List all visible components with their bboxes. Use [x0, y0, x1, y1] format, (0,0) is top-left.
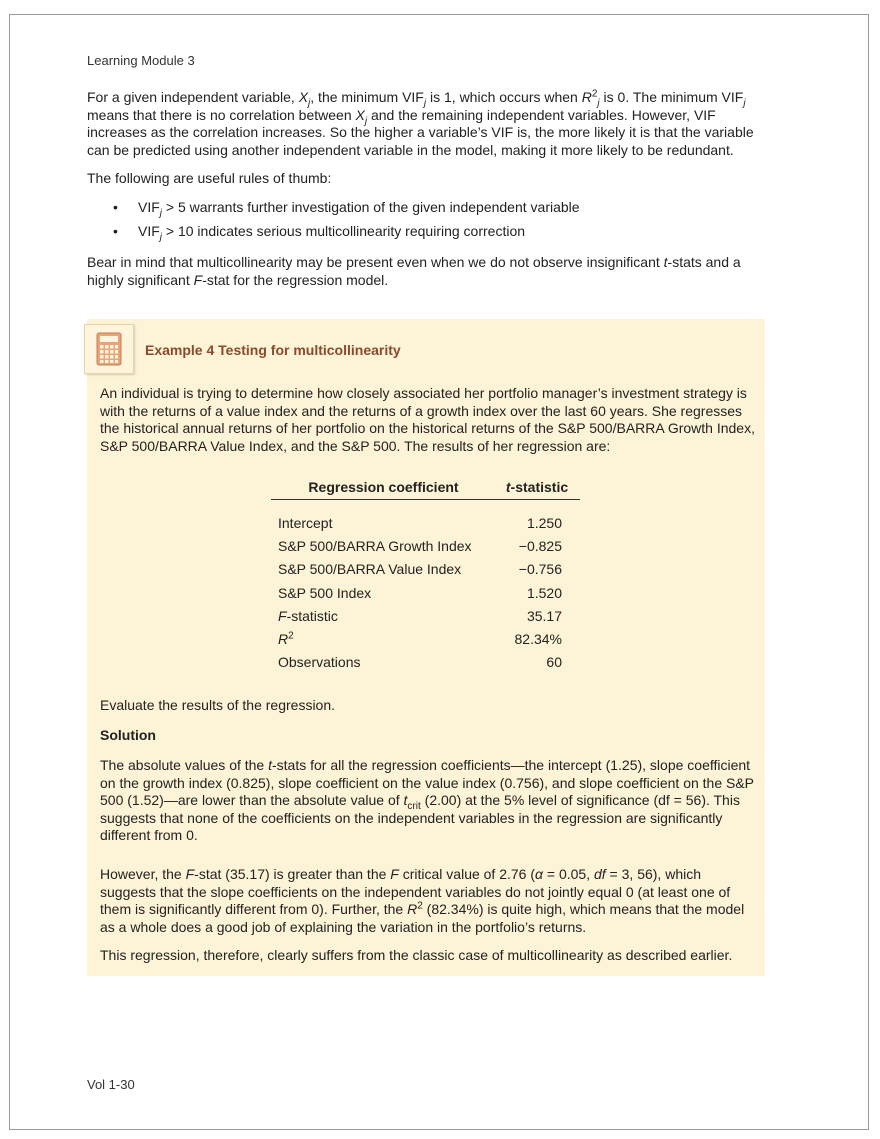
running-header: Learning Module 3	[87, 53, 195, 68]
paragraph-rules-intro: The following are useful rules of thumb:	[87, 170, 332, 186]
solution-paragraph-2: However, the F-stat (35.17) is greater than the F critical value of 2.76 (α = 0.05, df = 3, 56), which suggests that the slope coefficients on the independent variables do not jointly equal 0 (at least one of them is significantly different from 0). Further, the $R^2$ (82.34%) is quite high, which means that the model as a whole does a good job of explaining the variation in the portfolio’s returns.	[100, 866, 745, 935]
table-row: S&P 500/BARRA Value Index −0.756	[278, 561, 562, 578]
paragraph-vif-minimum: For a given independent variable, $X_j$, the minimum $VIF_j$ is 1, which occurs when $R^2_j$ is 0. The minimum $VIF_j$ means that there is no correlation between $X_j$ and the remaining independent variables. However, VIF increases as the correlation increases. So the higher a variable’s VIF is, the more likely it is that the variable can be predicted using another independent variable in the model, making it more likely to be redundant.	[87, 88, 754, 158]
table-row: Intercept 1.250	[278, 515, 562, 531]
solution-heading: Solution	[100, 727, 156, 743]
page-number: Vol 1-30	[87, 1077, 135, 1092]
paragraph-caveat: Bear in mind that multicollinearity may be present even when we do not observe insignificant t-stats and a highly significant F-stat for the regression model.	[87, 254, 741, 288]
example-box	[87, 319, 765, 976]
table-row: Observations 60	[278, 654, 562, 671]
calculator-icon	[84, 324, 134, 374]
bullet-icon: •	[113, 199, 118, 215]
example-intro: An individual is trying to determine how closely associated her portfolio manager’s investment strategy is with the returns of a value index and the returns of a growth index over the last 60 years. She regresses the historical annual returns of her portfolio on the historical returns of the S&P 500/BARRA Growth Index, S&P 500/BARRA Value Index, and the S&P 500. The results of her regression are:	[100, 385, 755, 454]
bullet-icon: •	[113, 223, 118, 239]
table-header-tstatistic: t-statistic	[494, 479, 580, 500]
regression-table	[278, 515, 562, 677]
solution-paragraph-1: The absolute values of the t-stats for all the regression coefficients—the intercept (1.25), slope coefficient on the growth index (0.825), slope coefficient on the value index (0.756), and slope coefficient on the S&P 500 (1.52)—are lower than the absolute value of $t_{crit}$ (2.00) at the 5% level of significance (df = 56). This suggests that none of the coefficients on the independent variables in the regression are significantly different from 0.	[100, 757, 754, 843]
table-row: S&P 500/BARRA Growth Index −0.825	[278, 538, 562, 555]
table-header-coefficient: Regression coefficient	[271, 479, 496, 500]
example-question: Evaluate the results of the regression.	[100, 697, 336, 713]
table-row: $R^2$ 82.34%	[278, 630, 562, 647]
solution-paragraph-3: This regression, therefore, clearly suffers from the classic case of multicollinearity as described earlier.	[100, 947, 733, 963]
table-row: S&P 500 Index 1.520	[278, 584, 562, 601]
table-row: F-statistic 35.17	[278, 607, 562, 624]
example-title: Example 4 Testing for multicollinearity	[145, 342, 401, 358]
